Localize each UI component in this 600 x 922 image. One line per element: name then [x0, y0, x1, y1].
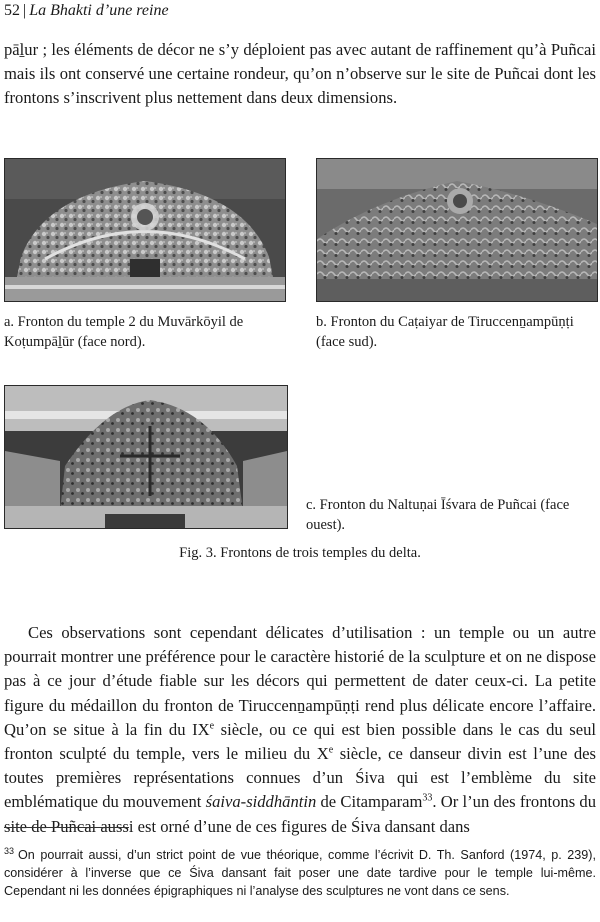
photo-fronton-a-image: [5, 159, 285, 301]
photo-fronton-b: [316, 158, 598, 302]
paragraph-text-3: siècle, ce danseur divin est l’une des toutes premières représentations connues d’un Śiva qui est l’emblème du site emblématique du mouvement: [4, 744, 596, 812]
photo-fronton-c: [4, 385, 288, 529]
header-separator: |: [23, 2, 27, 19]
photo-fronton-b-image: [317, 159, 597, 301]
paragraph-text-4: de Citamparam: [316, 792, 423, 812]
page-number: 52: [4, 2, 20, 19]
superscript-e-2: e: [328, 744, 334, 756]
paragraph-body: [4, 621, 596, 839]
italic-term: śaiva-siddhāntin: [205, 792, 317, 812]
paragraph-text-5: . Or l’un des frontons du site de Puñcai aussi est orné d’une de ces figures de Śiva dansant dans: [4, 792, 596, 836]
caption-a: a. Fronton du temple 2 du Muvārkōyil de Koṭumpāḻūr (face nord).: [4, 314, 244, 350]
footnote-rule: [4, 827, 129, 828]
running-title: La Bhakti d’une reine: [29, 2, 169, 19]
superscript-e-1: e: [209, 720, 215, 732]
footnote: [4, 846, 596, 900]
caption-b: b. Fronton du Caṭaiyar de Tiruccenṉampūṇṭi (face sud).: [316, 314, 574, 350]
photo-fronton-a: [4, 158, 286, 302]
footnote-number: 33: [4, 845, 15, 856]
running-header: [4, 0, 169, 22]
paragraph-continued: pāḻur ; les éléments de décor ne s’y déploient pas avec autant de raffinement qu’à Puñcai mais ils ont conservé une certaine rondeur, qu’on n’observe sur le site de Puñcai dont les frontons s’inscrivent plus nettement dans deux dimensions.: [4, 40, 596, 107]
caption-c: c. Fronton du Naltuṇai Īśvara de Puñcai (face ouest).: [306, 497, 570, 533]
photo-fronton-c-image: [5, 386, 287, 528]
footnote-reference[interactable]: 33: [422, 792, 433, 804]
paragraph-text-2: siècle, ou ce qui est bien possible dans le cas du seul fronton sculpté du temple, vers le milieu du X: [4, 719, 596, 764]
figure-caption: Fig. 3. Frontons de trois temples du delta.: [179, 545, 421, 561]
paragraph-text-1: Ces observations sont cependant délicates d’utilisation : un temple ou un autre pourrait montrer une préférence pour le caractère historié de la sculpture et on ne dispose pas à ce jour d’étude fiable sur les décors qui permettent de dater ceux-ci. La petite figure du médaillon du fronton de Tiruccenṉampūṇṭi rend plus délicate encore l’affaire. Qu’on se situe à la fin du IX: [4, 623, 596, 739]
footnote-text: On pourrait aussi, d’un strict point de vue théorique, comme l’écrivit D. Th. Sanford (1974, p. 239), considérer à l’inverse que ce Śiva dansant fait poser une date tardive pour le temple lui-même. Cependant ni les données épigraphiques ni l’analyse des sculptures ne vont dans ce sens.: [4, 848, 596, 898]
